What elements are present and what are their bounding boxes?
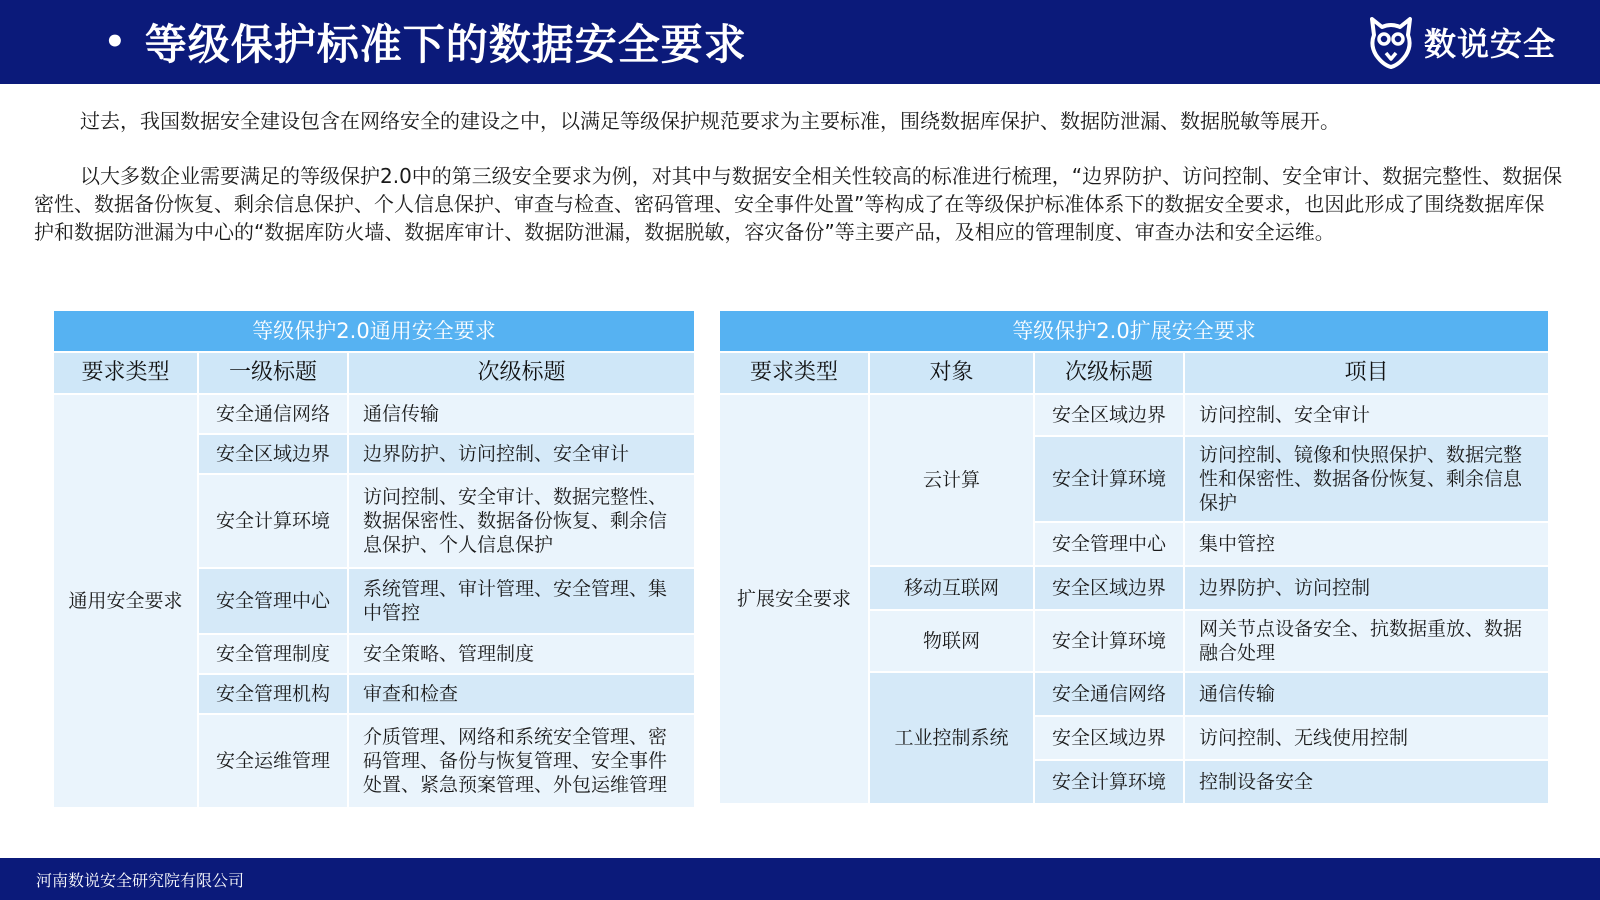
object-cell: 云计算 bbox=[869, 394, 1034, 566]
level1-cell: 安全通信网络 bbox=[198, 394, 348, 434]
page-title bbox=[104, 14, 747, 70]
level1-cell: 安全管理机构 bbox=[198, 674, 348, 714]
sub-cell: 安全计算环境 bbox=[1034, 436, 1184, 522]
sub-cell: 介质管理、网络和系统安全管理、密码管理、备份与恢复管理、安全事件处置、紧急预案管理、外包运维管理 bbox=[348, 714, 695, 808]
extended-requirements-table bbox=[718, 309, 1550, 805]
page-title-text: 等级保护标准下的数据安全要求 bbox=[144, 20, 747, 69]
column-header: 项目 bbox=[1184, 352, 1549, 394]
column-header: 次级标题 bbox=[1034, 352, 1184, 394]
general-table-caption: 等级保护2.0通用安全要求 bbox=[53, 310, 695, 352]
sub-cell: 边界防护、访问控制、安全审计 bbox=[348, 434, 695, 474]
sub-cell: 安全管理中心 bbox=[1034, 522, 1184, 566]
column-header: 一级标题 bbox=[198, 352, 348, 394]
title-bullet: • bbox=[104, 22, 127, 62]
object-cell: 工业控制系统 bbox=[869, 672, 1034, 804]
item-cell: 控制设备安全 bbox=[1184, 760, 1549, 804]
object-cell: 移动互联网 bbox=[869, 566, 1034, 610]
item-cell: 集中管控 bbox=[1184, 522, 1549, 566]
item-cell: 边界防护、访问控制 bbox=[1184, 566, 1549, 610]
brand-logo bbox=[1366, 14, 1556, 70]
sub-cell: 系统管理、审计管理、安全管理、集中管控 bbox=[348, 568, 695, 634]
general-requirements-table bbox=[52, 309, 696, 809]
category-cell: 通用安全要求 bbox=[53, 394, 198, 808]
category-cell: 扩展安全要求 bbox=[719, 394, 869, 804]
sub-cell: 安全区域边界 bbox=[1034, 394, 1184, 436]
level1-cell: 安全管理制度 bbox=[198, 634, 348, 674]
item-cell: 访问控制、镜像和快照保护、数据完整性和保密性、数据备份恢复、剩余信息保护 bbox=[1184, 436, 1549, 522]
table-row bbox=[53, 394, 695, 434]
sub-cell: 安全通信网络 bbox=[1034, 672, 1184, 716]
level1-cell: 安全计算环境 bbox=[198, 474, 348, 568]
sub-cell: 安全计算环境 bbox=[1034, 610, 1184, 672]
column-header: 对象 bbox=[869, 352, 1034, 394]
brand-name: 数说安全 bbox=[1423, 25, 1556, 63]
object-cell: 物联网 bbox=[869, 610, 1034, 672]
sub-cell: 安全计算环境 bbox=[1034, 760, 1184, 804]
footer-company: 河南数说安全研究院有限公司 bbox=[36, 871, 245, 890]
table-row bbox=[719, 394, 1549, 436]
column-header: 次级标题 bbox=[348, 352, 695, 394]
sub-cell: 访问控制、安全审计、数据完整性、数据保密性、数据备份恢复、剩余信息保护、个人信息保护 bbox=[348, 474, 695, 568]
level1-cell: 安全区域边界 bbox=[198, 434, 348, 474]
sub-cell: 通信传输 bbox=[348, 394, 695, 434]
sub-cell: 安全区域边界 bbox=[1034, 716, 1184, 760]
sub-cell: 审查和检查 bbox=[348, 674, 695, 714]
header-bar bbox=[0, 0, 1600, 84]
level1-cell: 安全管理中心 bbox=[198, 568, 348, 634]
level1-cell: 安全运维管理 bbox=[198, 714, 348, 808]
intro-paragraph-1: 过去，我国数据安全建设包含在网络安全的建设之中，以满足等级保护规范要求为主要标准，围绕数据库保护、数据防泄漏、数据脱敏等展开。 bbox=[80, 109, 1340, 133]
footer-bar bbox=[0, 858, 1600, 900]
intro-paragraph-2: 以大多数企业需要满足的等级保护2.0中的第三级安全要求为例，对其中与数据安全相关性较高的标准进行梳理，“边界防护、访问控制、安全审计、数据完整性、数据保密性、数据备份恢复、剩余信息保护、个人信息保护、审查与检查、密码管理、安全事件处置”等构成了在等级保护标准体系下的数据安全要求，也因此形成了围绕数据库保护和数据防泄漏为中心的“数据库防火墙、数据库审计、数据防泄漏，数据脱敏，容灾备份”等主要产品，及相应的管理制度、审查办法和安全运维。 bbox=[34, 164, 1563, 244]
item-cell: 访问控制、无线使用控制 bbox=[1184, 716, 1549, 760]
sub-cell: 安全策略、管理制度 bbox=[348, 634, 695, 674]
column-header: 要求类型 bbox=[53, 352, 198, 394]
owl-logo-icon bbox=[1366, 15, 1416, 69]
item-cell: 访问控制、安全审计 bbox=[1184, 394, 1549, 436]
sub-cell: 安全区域边界 bbox=[1034, 566, 1184, 610]
item-cell: 通信传输 bbox=[1184, 672, 1549, 716]
extended-table-caption: 等级保护2.0扩展安全要求 bbox=[719, 310, 1549, 352]
column-header: 要求类型 bbox=[719, 352, 869, 394]
item-cell: 网关节点设备安全、抗数据重放、数据融合处理 bbox=[1184, 610, 1549, 672]
